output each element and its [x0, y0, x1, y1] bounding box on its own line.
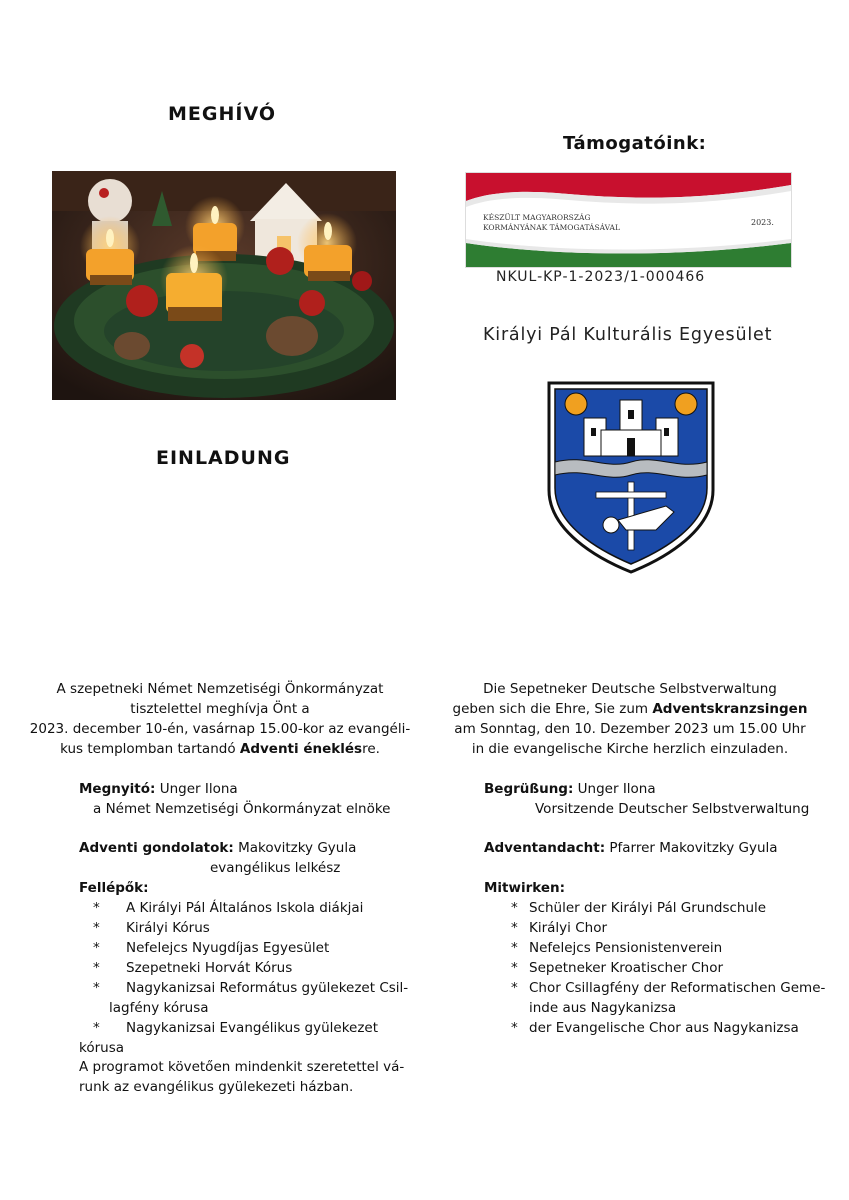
- grant-code: NKUL-KP-1-2023/1-000466: [496, 269, 706, 285]
- closing-line: A programot követően mindenkit szeretettel vá-: [79, 1059, 405, 1075]
- performers-label: Fellépők:: [79, 880, 149, 896]
- intro-line: geben sich die Ehre, Sie zum Adventskranzsingen: [452, 701, 808, 717]
- list-item: inde aus Nagykanizsa: [529, 1000, 677, 1016]
- opener-label: Megnyitó:: [79, 781, 156, 797]
- invitation-title-de: EINLADUNG: [156, 447, 291, 469]
- list-item: * Királyi Kórus: [93, 920, 210, 936]
- thoughts-role: evangélikus lelkész: [210, 860, 341, 876]
- thoughts-name: Makovitzky Gyula: [233, 840, 357, 856]
- closing-line: runk az evangélikus gyülekezeti házban.: [79, 1079, 354, 1095]
- event-name-hu: Adventi éneklés: [239, 741, 363, 757]
- intro-line: tisztelettel meghívja Önt a: [130, 701, 310, 717]
- greeting-name: Unger Ilona: [573, 781, 656, 797]
- intro-line: am Sonntag, den 10. Dezember 2023 um 15.00 Uhr: [454, 721, 806, 737]
- list-item: * Szepetneki Horvát Kórus: [93, 960, 293, 976]
- thoughts-block-hu: [79, 838, 356, 878]
- list-item: lagfény kórusa: [109, 1000, 209, 1016]
- performers-block-hu: [79, 878, 424, 1058]
- list-item: * Királyi Chor: [511, 920, 608, 936]
- devotion-name: Pfarrer Makovitzky Gyula: [605, 840, 778, 856]
- intro-line: A szepetneki Német Nemzetiségi Önkormányzat: [56, 681, 384, 697]
- opener-name: Unger Ilona: [155, 781, 238, 797]
- list-item: * A Királyi Pál Általános Iskola diákjai: [93, 900, 364, 916]
- participants-block-de: [484, 878, 829, 1038]
- banner-year: 2023.: [751, 218, 774, 227]
- list-item: * Nagykanizsai Evangélikus gyülekezet kórusa: [79, 1020, 379, 1056]
- list-item: * Chor Csillagfény der Reformatischen Geme-: [511, 980, 826, 996]
- greeting-block-de: [484, 779, 809, 819]
- opener-block-hu: [79, 779, 390, 819]
- advent-wreath-photo: [52, 171, 396, 400]
- organization-name: Királyi Pál Kulturális Egyesület: [483, 325, 773, 345]
- event-name-de: Adventskranzsingen: [652, 701, 808, 717]
- devotion-label: Adventandacht:: [484, 840, 606, 856]
- intro-line: 2023. december 10-én, vasárnap 15.00-kor az evangéli-: [29, 721, 411, 737]
- banner-line-1: KÉSZÜLT MAGYARORSZÁG: [483, 213, 591, 222]
- list-item: * Sepetneker Kroatischer Chor: [511, 960, 724, 976]
- sponsors-title: Támogatóink:: [563, 133, 707, 154]
- greeting-role: Vorsitzende Deutscher Selbstverwaltung: [535, 801, 810, 817]
- opener-role: a Német Nemzetiségi Önkormányzat elnöke: [93, 801, 391, 817]
- government-support-banner: [465, 172, 792, 268]
- list-item: * Nefelejcs Nyugdíjas Egyesület: [93, 940, 330, 956]
- thoughts-label: Adventi gondolatok:: [79, 840, 234, 856]
- banner-line-2: KORMÁNYÁNAK TÁMOGATÁSÁVAL: [483, 223, 620, 232]
- intro-line: kus templomban tartandó Adventi éneklésre.: [60, 741, 380, 757]
- devotion-block-de: [484, 838, 778, 858]
- greeting-label: Begrüßung:: [484, 781, 574, 797]
- list-item: * Nagykanizsai Református gyülekezet Csil-: [93, 980, 409, 996]
- participants-label: Mitwirken:: [484, 880, 566, 896]
- intro-line: Die Sepetneker Deutsche Selbstverwaltung: [483, 681, 777, 697]
- list-item: * Nefelejcs Pensionistenverein: [511, 940, 723, 956]
- invitation-title-hu: MEGHÍVÓ: [168, 103, 276, 125]
- list-item: * Schüler der Királyi Pál Grundschule: [511, 900, 767, 916]
- intro-line: in die evangelische Kirche herzlich einzuladen.: [471, 741, 789, 757]
- coat-of-arms-logo: [546, 380, 716, 575]
- invitation-intro-de: [430, 679, 830, 759]
- closing-text-hu: [79, 1057, 404, 1097]
- invitation-intro-hu: [20, 679, 420, 759]
- list-item: * der Evangelische Chor aus Nagykanizsa: [511, 1020, 799, 1036]
